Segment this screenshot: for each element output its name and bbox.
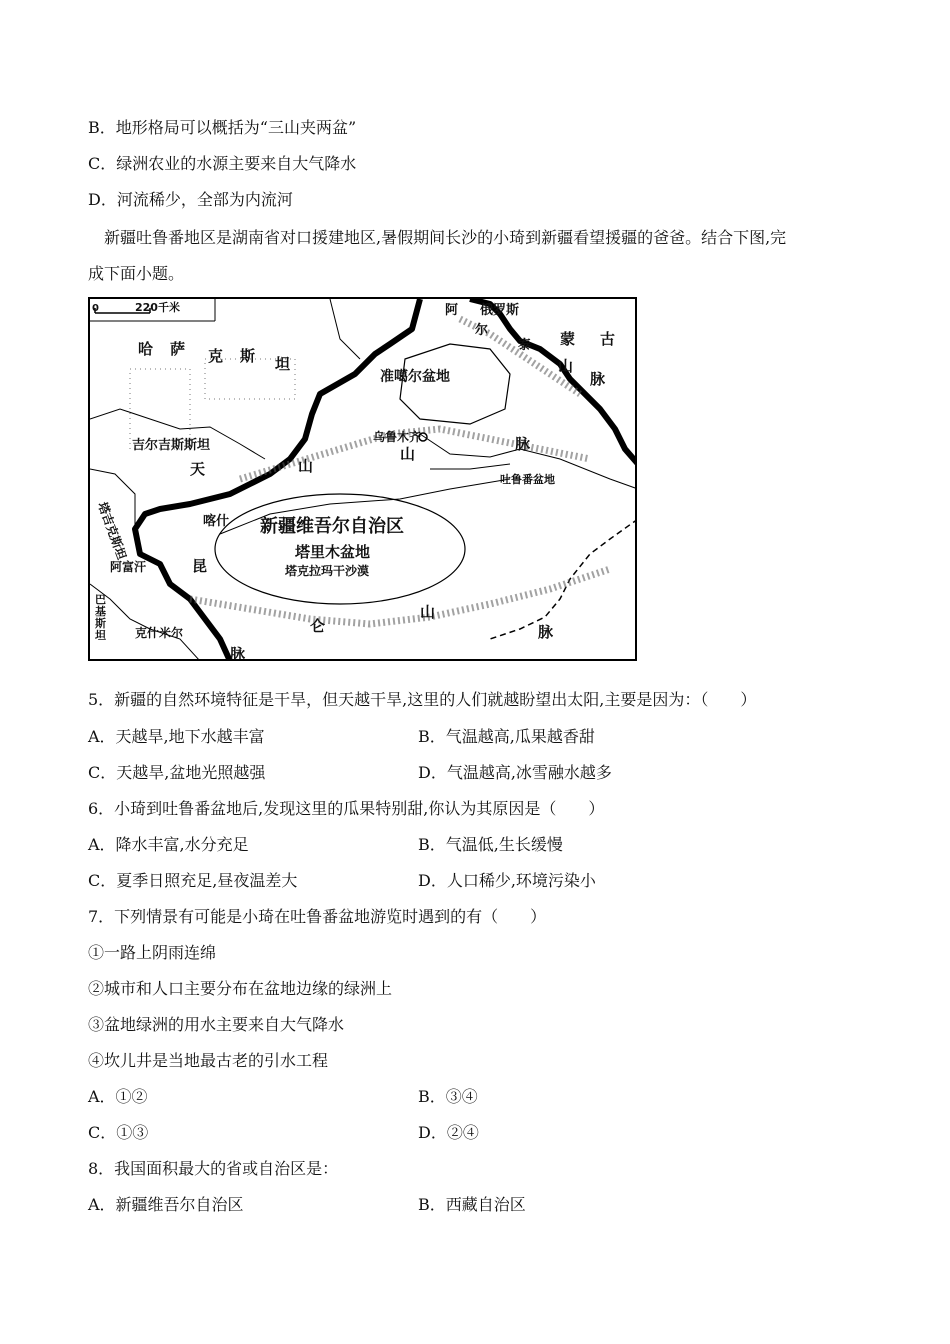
- map-label-afghan: 阿富汗: [110, 560, 147, 574]
- option-d-prev: D．河流稀少，全部为内流河: [88, 190, 293, 209]
- map-label-kashmir: 克什米尔: [135, 626, 184, 640]
- map-label-kazakhstan-2: 萨: [170, 340, 186, 358]
- map-label-junggar: 准噶尔盆地: [380, 369, 450, 385]
- map-label-kashgar: 喀什: [203, 514, 230, 529]
- question-6-option-d: D．人口稀少,环境污染小: [418, 871, 596, 890]
- map-label-mongolia-1: 蒙: [560, 330, 576, 348]
- map-label-mai-tian: 脉: [515, 435, 531, 453]
- question-7-item-1: ①一路上阴雨连绵: [88, 943, 217, 962]
- question-5-option-a: A．天越旱,地下水越丰富: [88, 727, 265, 746]
- scale-label: 220千米: [135, 301, 180, 314]
- map-label-kazakhstan-4: 斯: [240, 347, 256, 365]
- question-6-option-b: B．气温低,生长缓慢: [418, 835, 563, 854]
- question-6-stem: 6．小琦到吐鲁番盆地后,发现这里的瓜果特别甜,你认为其原因是（ ）: [88, 799, 605, 818]
- map-label-urumqi: 乌鲁木齐: [373, 430, 422, 444]
- question-8-option-b: B．西藏自治区: [418, 1195, 526, 1214]
- question-6-option-a: A．降水丰富,水分充足: [88, 835, 249, 854]
- question-7-item-4: ④坎儿井是当地最古老的引水工程: [88, 1051, 329, 1070]
- map-label-shan-tian-2: 山: [400, 445, 416, 463]
- map-label-kazakhstan-5: 坦: [275, 355, 291, 373]
- map-label-shan-kunlun: 山: [420, 603, 436, 621]
- map-label-mongolia-2: 古: [600, 330, 616, 348]
- map-label-altai-3: 泰: [518, 338, 532, 353]
- map-label-kazakhstan-1: 哈: [138, 340, 154, 358]
- map-label-tarim: 塔里木盆地: [295, 543, 371, 561]
- question-7-option-b: B．③④: [418, 1087, 478, 1106]
- question-6-option-c: C．夏季日照充足,昼夜温差大: [88, 871, 298, 890]
- map-label-pakistan-2: 基: [95, 605, 106, 618]
- map-label-pakistan-3: 斯: [95, 617, 106, 630]
- question-8-option-a: A．新疆维吾尔自治区: [88, 1195, 244, 1214]
- map-label-mai-west: 脉: [230, 645, 246, 663]
- map-label-mai-kunlun: 脉: [538, 623, 554, 641]
- map-label-xinjiang: 新疆维吾尔自治区: [260, 516, 404, 537]
- map-label-tajik: 塔吉克斯坦: [95, 500, 129, 562]
- question-7-option-c: C．①③: [88, 1123, 149, 1142]
- map-label-turpan: 吐鲁番盆地: [500, 473, 555, 486]
- map-label-altai-2: 尔: [475, 323, 489, 338]
- question-5-option-d: D．气温越高,冰雪融水越多: [418, 763, 612, 782]
- map-label-shan-altai: 山: [558, 357, 574, 375]
- xinjiang-map: [88, 297, 637, 661]
- intro-line-2: 成下面小题。: [88, 264, 185, 283]
- map-label-lun: 仑: [310, 617, 326, 635]
- map-label-taklamakan: 塔克拉玛干沙漠: [285, 564, 370, 578]
- map-label-shan-tian-1: 山: [298, 457, 314, 475]
- scale-zero: 0: [92, 303, 99, 314]
- map-label-kyrgyz: 吉尔吉斯斯坦: [132, 438, 211, 453]
- map-label-mai-altai: 脉: [590, 370, 606, 388]
- map-label-kazakhstan-3: 克: [208, 347, 224, 365]
- question-5-option-c: C．天越旱,盆地光照越强: [88, 763, 266, 782]
- option-c-prev: C．绿洲农业的水源主要来自大气降水: [88, 154, 357, 173]
- map-label-tian: 天: [190, 460, 206, 478]
- map-drawing: [90, 299, 637, 661]
- question-7-item-3: ③盆地绿洲的用水主要来自大气降水: [88, 1015, 345, 1034]
- question-7-item-2: ②城市和人口主要分布在盆地边缘的绿洲上: [88, 979, 393, 998]
- question-5-option-b: B．气温越高,瓜果越香甜: [418, 727, 595, 746]
- question-7-option-a: A．①②: [88, 1087, 148, 1106]
- map-label-pakistan-1: 巴: [95, 593, 106, 606]
- map-label-altai-1: 阿: [445, 303, 459, 318]
- question-7-option-d: D．②④: [418, 1123, 479, 1142]
- map-label-kun: 昆: [192, 557, 208, 575]
- question-8-stem: 8．我国面积最大的省或自治区是：: [88, 1159, 339, 1178]
- intro-line-1: 新疆吐鲁番地区是湖南省对口援建地区,暑假期间长沙的小琦到新疆看望援疆的爸爸。结合下图,完: [104, 228, 787, 247]
- question-7-stem: 7．下列情景有可能是小琦在吐鲁番盆地游览时遇到的有（ ）: [88, 907, 547, 926]
- question-5-stem: 5．新疆的自然环境特征是干旱，但天越干旱,这里的人们就越盼望出太阳,主要是因为：（ ）: [88, 690, 757, 709]
- map-label-pakistan-4: 坦: [95, 629, 106, 642]
- option-b-prev: B．地形格局可以概括为“三山夹两盆”: [88, 118, 357, 137]
- map-label-russia: 俄罗斯: [480, 303, 520, 318]
